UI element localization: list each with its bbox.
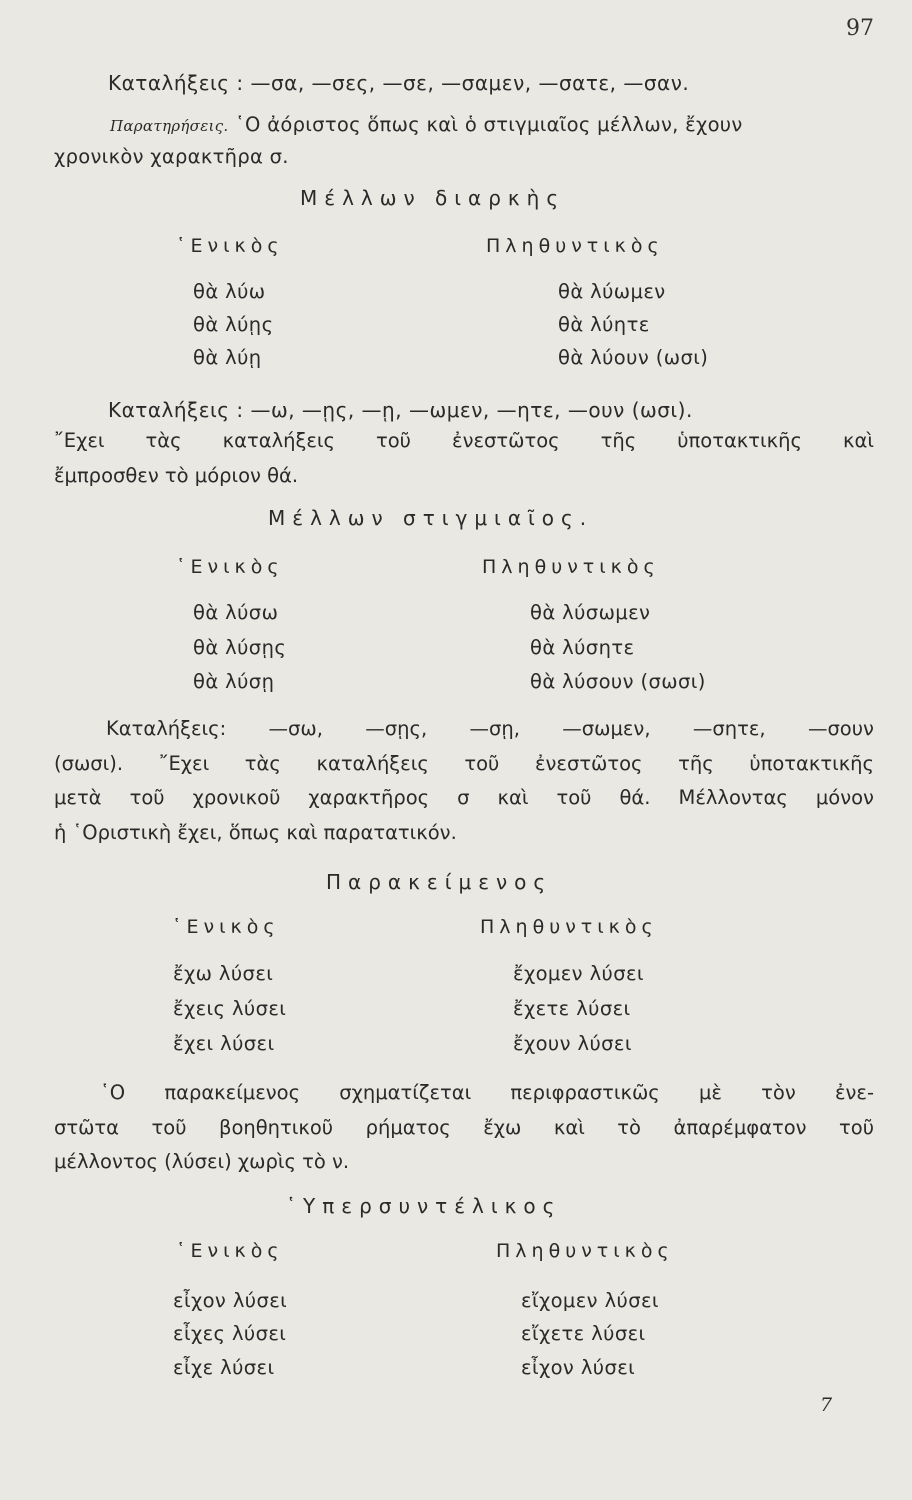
perfect-plural-label: Πληθυντικὸς <box>480 916 658 938</box>
fc-plural-2: θὰ λύητε <box>558 313 650 336</box>
future-simple-plural-label: Πληθυντικὸς <box>482 556 660 578</box>
note-line-2: χρονικὸν χαρακτῆρα σ. <box>54 145 289 168</box>
perf-singular-1: ἔχω λύσει <box>173 962 274 985</box>
fc-note-line-2: ἔμπροσθεν τὸ μόριον θά. <box>54 463 299 487</box>
page-number: 97 <box>846 16 874 41</box>
pluperfect-title: ῾Υπερσυντέλικος <box>286 1194 562 1218</box>
fc-endings: Καταλήξεις : —ω, —ῃς, —ῃ, —ωμεν, —ητε, —ουν (ωσι). <box>108 398 693 422</box>
perf-singular-2: ἔχεις λύσει <box>173 997 287 1020</box>
future-simple-singular-label: ῾Ενικὸς <box>176 556 284 578</box>
perf-plural-3: ἔχουν λύσει <box>513 1032 632 1055</box>
fs-paragraph-line-3: μετὰ τοῦ χρονικοῦ χαρακτῆρος σ καὶ τοῦ θά. Μέλλοντας μόνον <box>54 786 874 809</box>
future-continuous-singular-label: ῾Ενικὸς <box>176 235 284 257</box>
fs-paragraph <box>54 712 874 850</box>
fs-plural-1: θὰ λύσωμεν <box>530 601 651 624</box>
future-continuous-title: Μέλλων διαρκὴς <box>300 186 566 210</box>
fc-singular-2: θὰ λύῃς <box>193 313 274 336</box>
fc-note-line-1: ῎Εχει τὰς καταλήξεις τοῦ ἐνεστῶτος τῆς ὑποτακτικῆς καὶ <box>54 429 874 452</box>
perf-plural-2: ἔχετε λύσει <box>513 997 631 1020</box>
fs-paragraph-line-4: ἡ ῾Οριστικὴ ἔχει, ὅπως καὶ παρατατικόν. <box>54 820 457 844</box>
note-line-1 <box>110 113 743 136</box>
fc-plural-3: θὰ λύουν (ωσι) <box>558 346 709 369</box>
plup-plural-3: εἶχον λύσει <box>521 1356 636 1379</box>
fs-plural-3: θὰ λύσουν (σωσι) <box>530 670 706 693</box>
perfect-paragraph-line-1: ῾Ο παρακείμενος σχηματίζεται περιφραστικῶς μὲ τὸν ἐνε- <box>100 1081 874 1104</box>
plup-plural-2: εἴχετε λύσει <box>521 1322 646 1345</box>
aorist-endings: Καταλήξεις : —σα, —σες, —σε, —σαμεν, —σατε, —σαν. <box>108 71 690 95</box>
note-text: ῾Ο ἀόριστος ὅπως καὶ ὁ στιγμιαῖος μέλλων, ἔχουν <box>235 113 743 136</box>
perfect-singular-label: ῾Ενικὸς <box>172 916 280 938</box>
fs-singular-3: θὰ λύσῃ <box>193 670 275 693</box>
note-label: Παρατηρήσεις. <box>110 117 229 135</box>
pluperfect-singular-label: ῾Ενικὸς <box>176 1240 284 1262</box>
perfect-paragraph-line-2: στῶτα τοῦ βοηθητικοῦ ρήματος ἔχω καὶ τὸ ἀπαρέμφατον τοῦ <box>54 1115 874 1139</box>
signature-mark: 7 <box>820 1394 833 1416</box>
perf-plural-1: ἔχομεν λύσει <box>513 962 644 985</box>
fc-note <box>54 424 874 493</box>
plup-singular-1: εἶχον λύσει <box>173 1289 288 1312</box>
fs-singular-2: θὰ λύσῃς <box>193 636 287 659</box>
plup-plural-1: εἴχομεν λύσει <box>521 1289 659 1312</box>
pluperfect-plural-label: Πληθυντικὸς <box>496 1240 674 1262</box>
perfect-title: Παρακείμενος <box>326 870 553 894</box>
fs-paragraph-line-1: Καταλήξεις: —σω, —σῃς, —σῃ, —σωμεν, —σητε, —σουν <box>106 717 874 740</box>
perf-singular-3: ἔχει λύσει <box>173 1032 275 1055</box>
future-simple-title: Μέλλων στιγμιαῖος. <box>268 506 594 530</box>
future-continuous-plural-label: Πληθυντικὸς <box>486 235 664 257</box>
fs-plural-2: θὰ λύσητε <box>530 636 635 659</box>
plup-singular-3: εἶχε λύσει <box>173 1356 275 1379</box>
fc-singular-1: θὰ λύω <box>193 280 266 303</box>
fs-singular-1: θὰ λύσω <box>193 601 279 624</box>
plup-singular-2: εἶχες λύσει <box>173 1322 287 1345</box>
perfect-paragraph-line-3: μέλλοντος (λύσει) χωρὶς τὸ ν. <box>54 1150 350 1173</box>
fs-paragraph-line-2: (σωσι). ῎Εχει τὰς καταλήξεις τοῦ ἐνεστῶτος τῆς ὑποτακτικῆς <box>54 751 874 775</box>
fc-plural-1: θὰ λύωμεν <box>558 280 666 303</box>
fc-singular-3: θὰ λύῃ <box>193 346 262 369</box>
perfect-paragraph <box>54 1076 874 1180</box>
